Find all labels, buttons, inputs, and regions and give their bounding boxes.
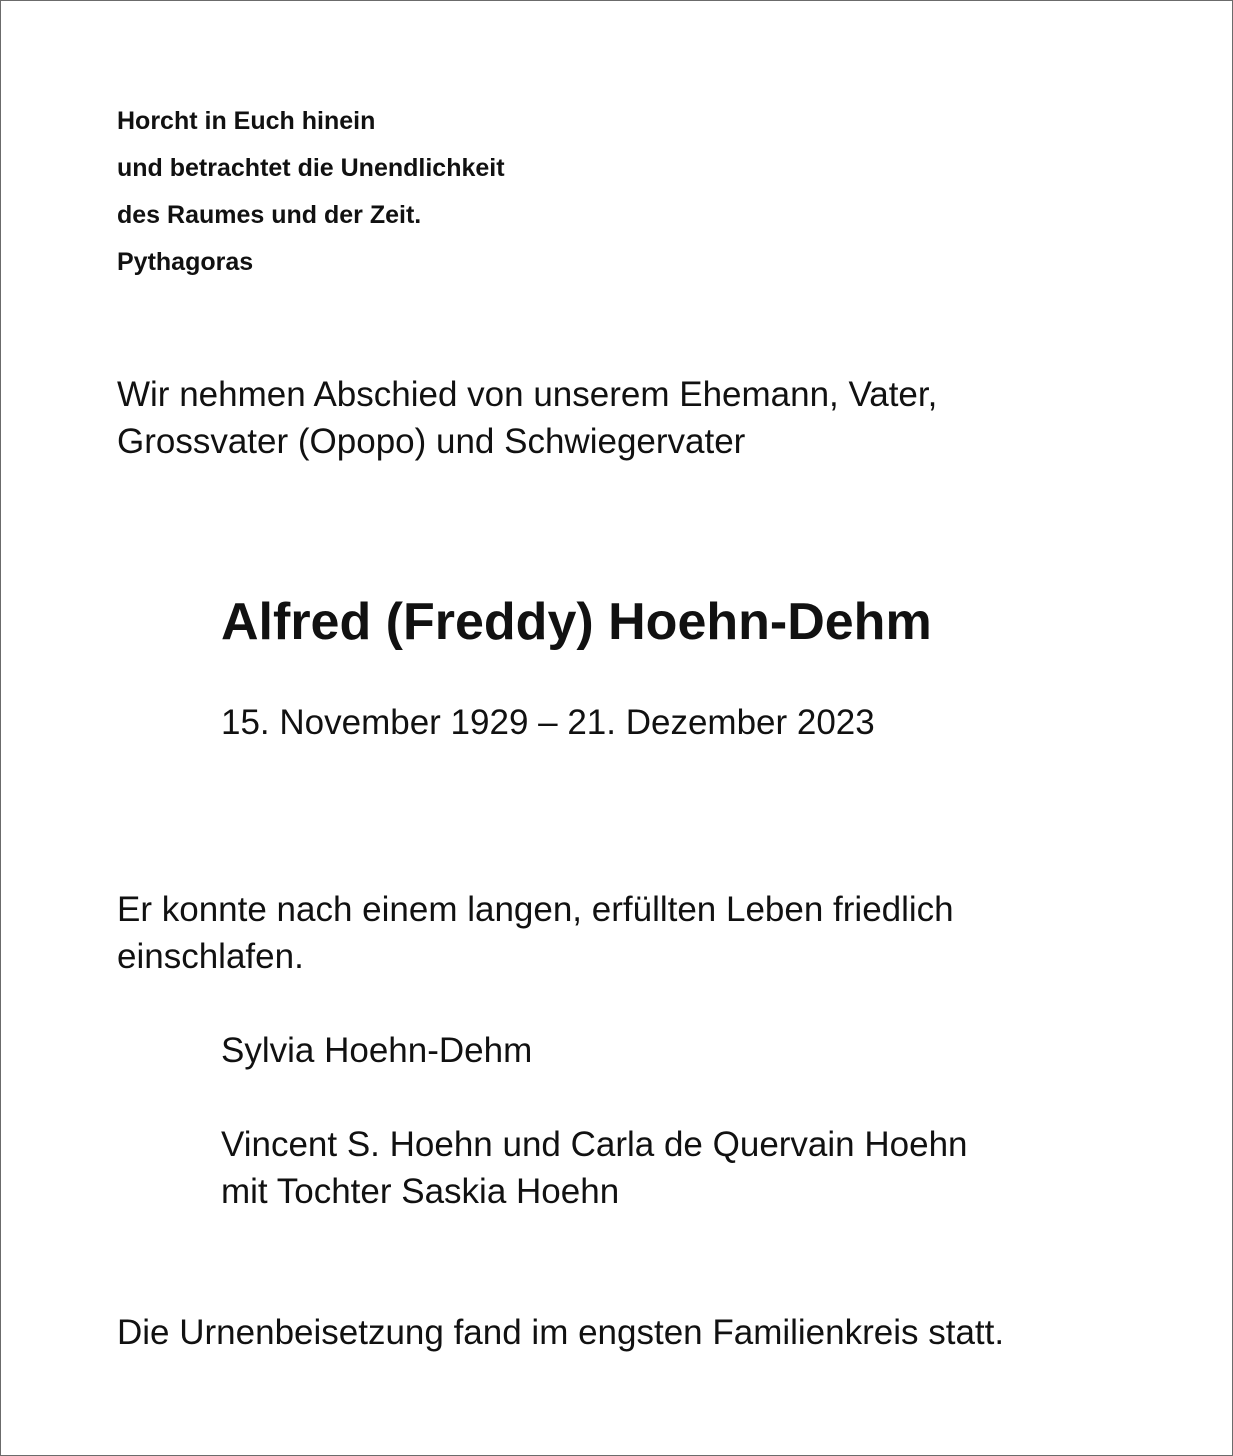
farewell-intro xyxy=(117,371,937,465)
message-line: Er konnte nach einem langen, erfüllten Leben friedlich xyxy=(117,890,954,929)
quote-author: Pythagoras xyxy=(117,248,254,276)
mourner-family: Vincent S. Hoehn und Carla de Quervain Hoehn xyxy=(221,1125,968,1164)
message-line: einschlafen. xyxy=(117,937,304,976)
quote-line: des Raumes und der Zeit. xyxy=(117,201,422,229)
mourner-spouse: Sylvia Hoehn-Dehm xyxy=(221,1031,533,1070)
quote-line: Horcht in Euch hinein xyxy=(117,107,376,135)
quote-line: und betrachtet die Unendlichkeit xyxy=(117,154,505,182)
life-dates: 15. November 1929 – 21. Dezember 2023 xyxy=(221,703,875,742)
intro-line: Grossvater (Opopo) und Schwiegervater xyxy=(117,422,746,461)
deceased-name: Alfred (Freddy) Hoehn-Dehm xyxy=(221,593,932,651)
intro-line: Wir nehmen Abschied von unserem Ehemann, Vater, xyxy=(117,375,938,414)
mourner-family-continued: mit Tochter Saskia Hoehn xyxy=(221,1172,620,1211)
passing-message xyxy=(117,886,954,980)
epigraph-quote xyxy=(117,98,505,286)
burial-note: Die Urnenbeisetzung fand im engsten Familienkreis statt. xyxy=(117,1313,1005,1352)
